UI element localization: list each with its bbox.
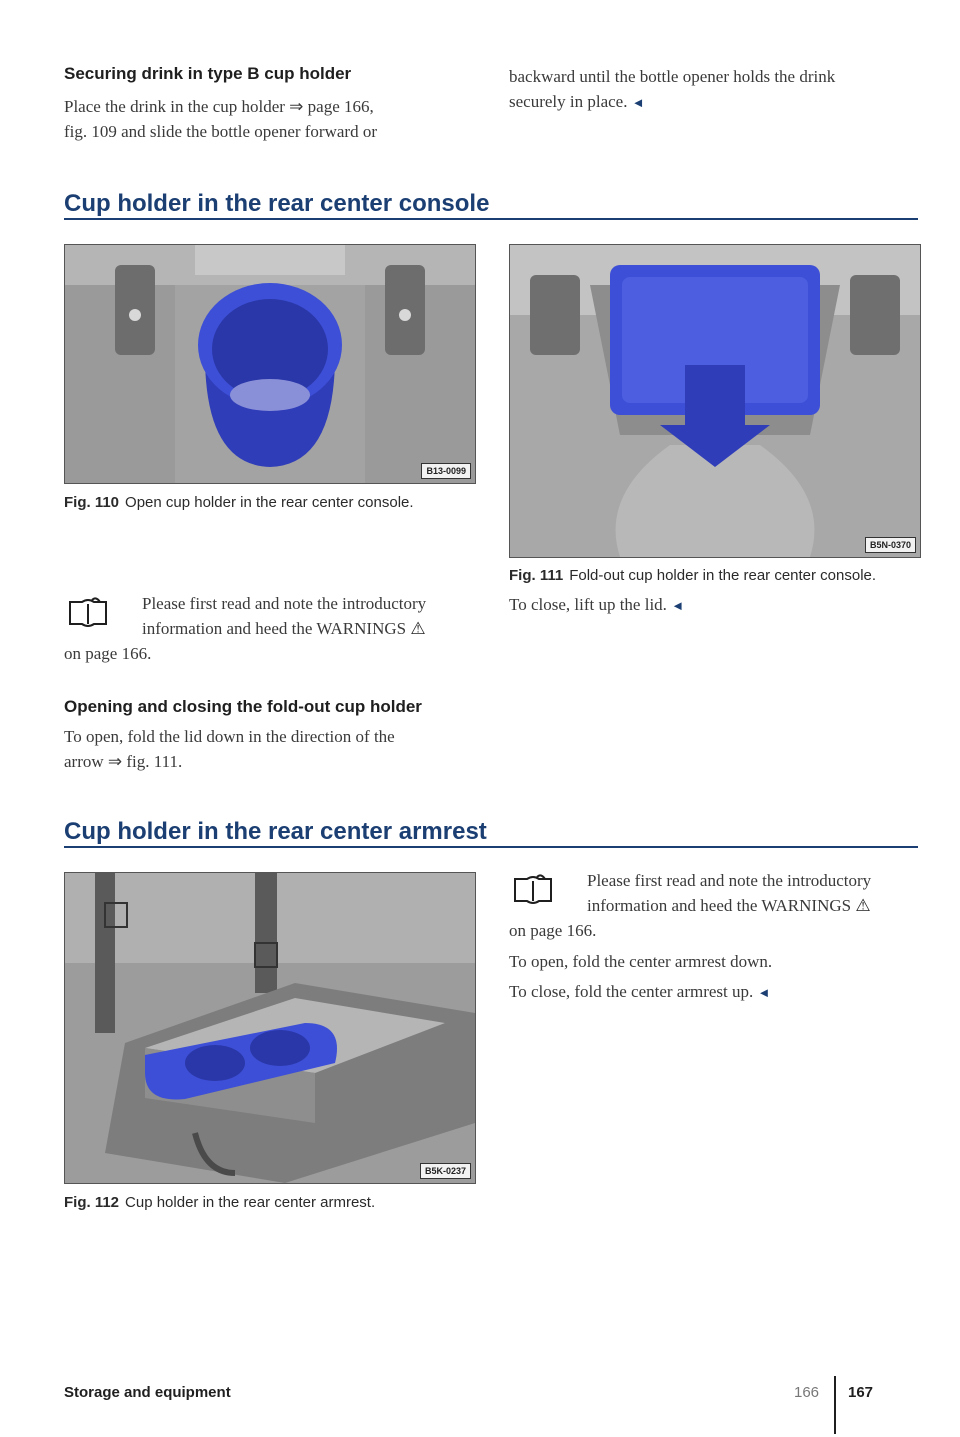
text-line: securely in place. ◄ bbox=[509, 92, 645, 111]
text-line: Please first read and note the introductory bbox=[587, 871, 872, 890]
caption-text: Open cup holder in the rear center console. bbox=[125, 494, 414, 511]
text-line: To open, fold the lid down in the direction of the bbox=[64, 727, 395, 746]
intro-note-armrest bbox=[509, 868, 929, 943]
book-icon bbox=[511, 873, 557, 907]
page-divider bbox=[834, 1376, 836, 1434]
figure-111-image bbox=[509, 244, 921, 558]
paragraph-armrest-open bbox=[509, 949, 929, 974]
warning-icon: ⚠ bbox=[855, 896, 871, 915]
caption-fig-110 bbox=[64, 494, 414, 511]
text-line: on page 166. bbox=[509, 921, 597, 940]
figure-110-image bbox=[64, 244, 476, 484]
text-line: To close, fold the center armrest up. ◄ bbox=[509, 982, 771, 1001]
end-marker-icon: ◄ bbox=[671, 598, 685, 613]
section-rule bbox=[64, 846, 918, 848]
text-line: fig. 109 and slide the bottle opener forward or bbox=[64, 122, 377, 141]
intro-note-console bbox=[64, 591, 484, 666]
paragraph-type-b bbox=[64, 94, 464, 144]
paragraph-open bbox=[64, 724, 484, 774]
section-heading-console: Cup holder in the rear center console bbox=[64, 190, 490, 217]
text-line: information and heed the WARNINGS ⚠ bbox=[142, 619, 426, 638]
figure-number: Fig. 111 bbox=[509, 567, 564, 584]
text-line: Please first read and note the introductory bbox=[142, 594, 427, 613]
figure-code: B5N-0370 bbox=[865, 537, 916, 553]
caption-fig-112 bbox=[64, 1194, 375, 1211]
text-line: backward until the bottle opener holds the drink bbox=[509, 67, 836, 86]
paragraph-close bbox=[509, 592, 909, 618]
warning-icon: ⚠ bbox=[410, 619, 426, 638]
figure-code: B13-0099 bbox=[421, 463, 471, 479]
subsection-title-type-b: Securing drink in type B cup holder bbox=[64, 64, 352, 83]
page-number-left: 166 bbox=[794, 1384, 820, 1401]
end-marker-icon: ◄ bbox=[631, 95, 645, 110]
caption-text: Cup holder in the rear center armrest. bbox=[125, 1194, 376, 1211]
text-line: Place the drink in the cup holder ⇒ page 166, bbox=[64, 97, 374, 116]
end-marker-icon: ◄ bbox=[757, 985, 771, 1000]
figure-code: B5K-0237 bbox=[420, 1163, 471, 1179]
text-line: arrow ⇒ fig. 111. bbox=[64, 752, 183, 771]
paragraph-armrest-close bbox=[509, 979, 929, 1005]
subhead-opening-closing: Opening and closing the fold-out cup holder bbox=[64, 697, 422, 716]
caption-fig-111 bbox=[509, 567, 876, 584]
figure-112-image bbox=[64, 872, 476, 1184]
section-heading-armrest: Cup holder in the rear center armrest bbox=[64, 818, 487, 845]
paragraph-continued bbox=[509, 64, 909, 115]
page-number-right: 167 bbox=[848, 1384, 874, 1401]
book-icon bbox=[66, 596, 112, 630]
text-line: information and heed the WARNINGS ⚠ bbox=[587, 896, 871, 915]
text-line: To open, fold the center armrest down. bbox=[509, 952, 773, 971]
section-rule bbox=[64, 218, 918, 220]
text-line: To close, lift up the lid. ◄ bbox=[509, 595, 685, 614]
footer-section-name: Storage and equipment bbox=[64, 1384, 231, 1401]
figure-number: Fig. 112 bbox=[64, 1194, 120, 1211]
figure-number: Fig. 110 bbox=[64, 494, 120, 511]
caption-text: Fold-out cup holder in the rear center console. bbox=[569, 567, 877, 584]
text-line: on page 166. bbox=[64, 644, 152, 663]
